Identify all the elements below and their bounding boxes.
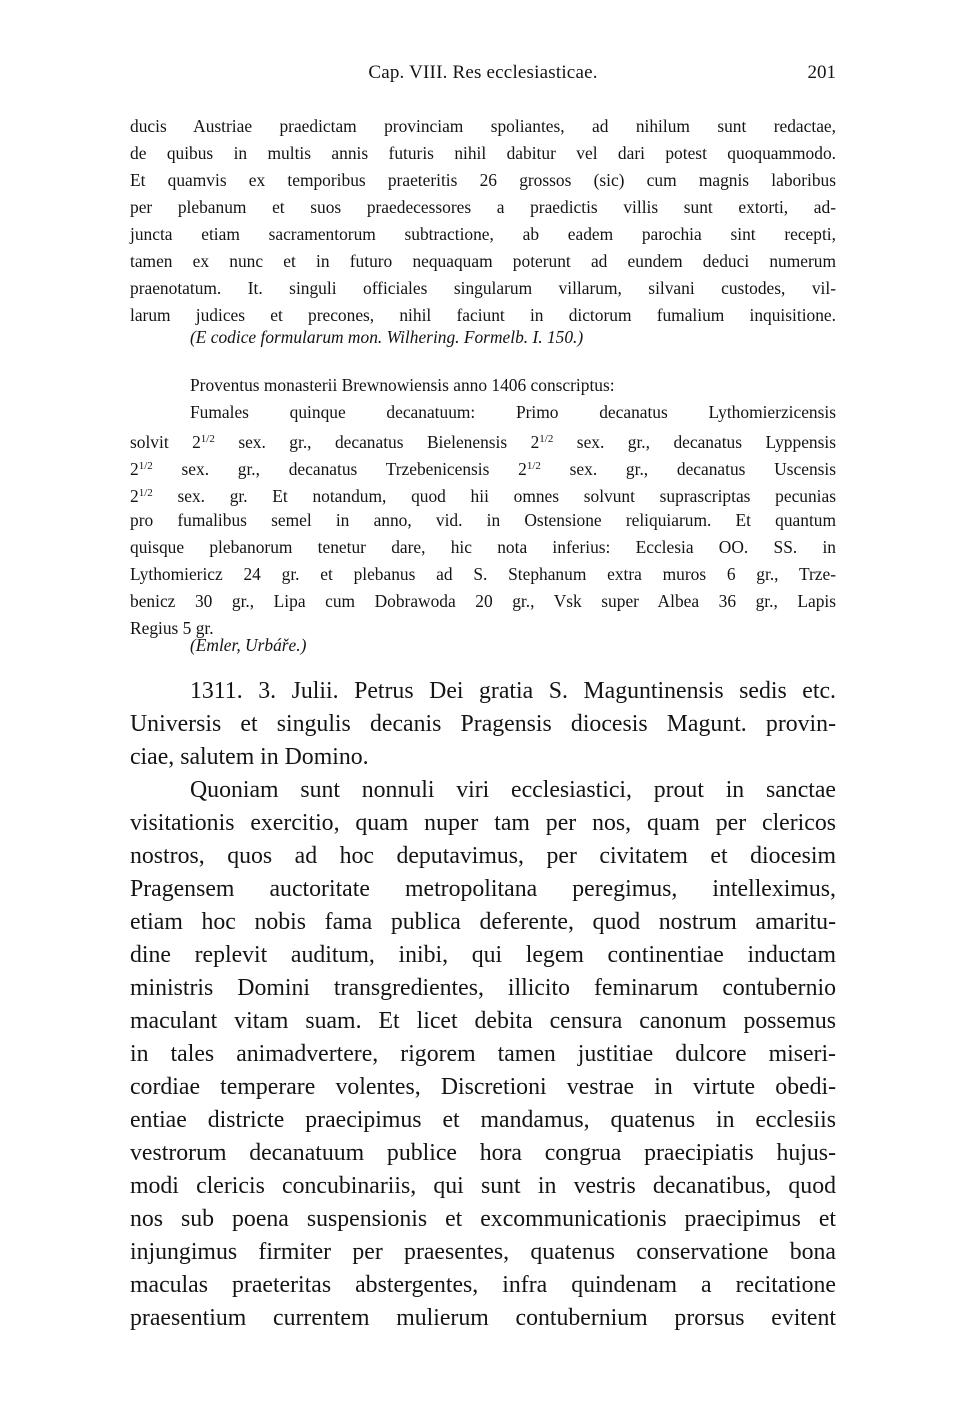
chapter-title: Cap. VIII. Res ecclesiasticae. [368,62,598,83]
text-line: Regius 5 gr. [130,618,214,638]
text-line: etiam hoc nobis fama publica deferente, quod nostrum amaritu- [130,909,836,935]
text-line: vestrorum decanatuum publice hora congrua praecipiatis hujus- [130,1140,836,1166]
text-line: ciae, salutem in Domino. [130,744,369,770]
text-line: Lythomiericz 24 gr. et plebanus ad S. Stephanum extra muros 6 gr., Trze- [130,564,836,584]
text-line: nos sub poena suspensionis et excommunicationis praecipimus et [130,1206,836,1232]
text-line: pro fumalibus semel in anno, vid. in Ostensione reliquiarum. Et quantum [130,510,836,530]
text-line: nostros, quos ad hoc deputavimus, per civitatem et diocesim [130,843,836,869]
text-line: praenotatum. It. singuli officiales singularum villarum, silvani custodes, vil- [130,278,836,298]
text-line: dine replevit auditum, inibi, qui legem continentiae inductam [130,942,836,968]
text-line: Fumales quinque decanatuum: Primo decanatus Lythomierzicensis [190,402,836,422]
text-line: $2^{1/2}$ sex. gr., decanatus Trzebenicensis $2^{1/2}$ sex. gr., decanatus Uscensis [130,459,837,479]
text-line: maculas praeteritas abstergentes, infra quindenam a recitatione [130,1272,836,1298]
text-line: solvit $2^{1/2}$ sex. gr., decanatus Bielenensis $2^{1/2}$ sex. gr., decanatus Lyppensis [130,432,836,452]
text-line: maculant vitam suam. Et licet debita censura canonum possemus [130,1008,836,1034]
document-heading: 1311. 3. Julii. Petrus Dei gratia S. Maguntinensis sedis etc. [190,678,836,704]
text-line: in tales animadvertere, rigorem tamen justitiae dulcore miseri- [130,1041,836,1067]
page-number: 201 [807,62,836,83]
running-header [130,62,836,86]
text-line: larum judices et precones, nihil faciunt in dictorum fumalium inquisitione. [130,305,836,325]
text-line: juncta etiam sacramentorum subtractione, ab eadem parochia sint recepti, [130,224,836,244]
source-citation: (Emler, Urbáře.) [190,635,307,655]
text-line: injungimus firmiter per praesentes, quatenus conservatione bona [130,1239,836,1265]
text-line: visitationis exercitio, quam nuper tam per nos, quam per clericos [130,810,836,836]
text-line: quisque plebanorum tenetur dare, hic nota inferius: Ecclesia OO. SS. in [130,537,836,557]
text-line: Quoniam sunt nonnuli viri ecclesiastici, prout in sanctae [190,777,836,803]
text-line: ducis Austriae praedictam provinciam spoliantes, ad nihilum sunt redactae, [130,116,836,136]
section-intro: Proventus monasterii Brewnowiensis anno 1406 conscriptus: [190,375,615,395]
source-citation: (E codice formularum mon. Wilhering. Formelb. I. 150.) [190,327,584,347]
text-line: Pragensem auctoritate metropolitana peregimus, intelleximus, [130,876,836,902]
text-line: $2^{1/2}$ sex. gr. Et notandum, quod hii omnes solvunt suprascriptas pecunias [130,486,836,506]
text-line: Universis et singulis decanis Pragensis diocesis Magunt. provin- [130,711,836,737]
text-line: praesentium currentem mulierum contubernium prorsus evitent [130,1305,836,1331]
text-line: per plebanum et suos praedecessores a praedictis villis sunt extorti, ad- [130,197,836,217]
text-line: benicz 30 gr., Lipa cum Dobrawoda 20 gr., Vsk super Albea 36 gr., Lapis [130,591,836,611]
text-line: modi clericis concubinariis, qui sunt in vestris decanatibus, quod [130,1173,836,1199]
text-line: cordiae temperare volentes, Discretioni vestrae in virtute obedi- [130,1074,836,1100]
text-line: tamen ex nunc et in futuro nequaquam poterunt ad eundem deduci numerum [130,251,836,271]
text-line: Et quamvis ex temporibus praeteritis 26 grossos (sic) cum magnis laboribus [130,170,836,190]
text-line: ministris Domini transgredientes, illicito feminarum contubernio [130,975,836,1001]
text-line: entiae districte praecipimus et mandamus, quatenus in ecclesiis [130,1107,836,1133]
text-line: de quibus in multis annis futuris nihil dabitur vel dari potest quoquammodo. [130,143,836,163]
